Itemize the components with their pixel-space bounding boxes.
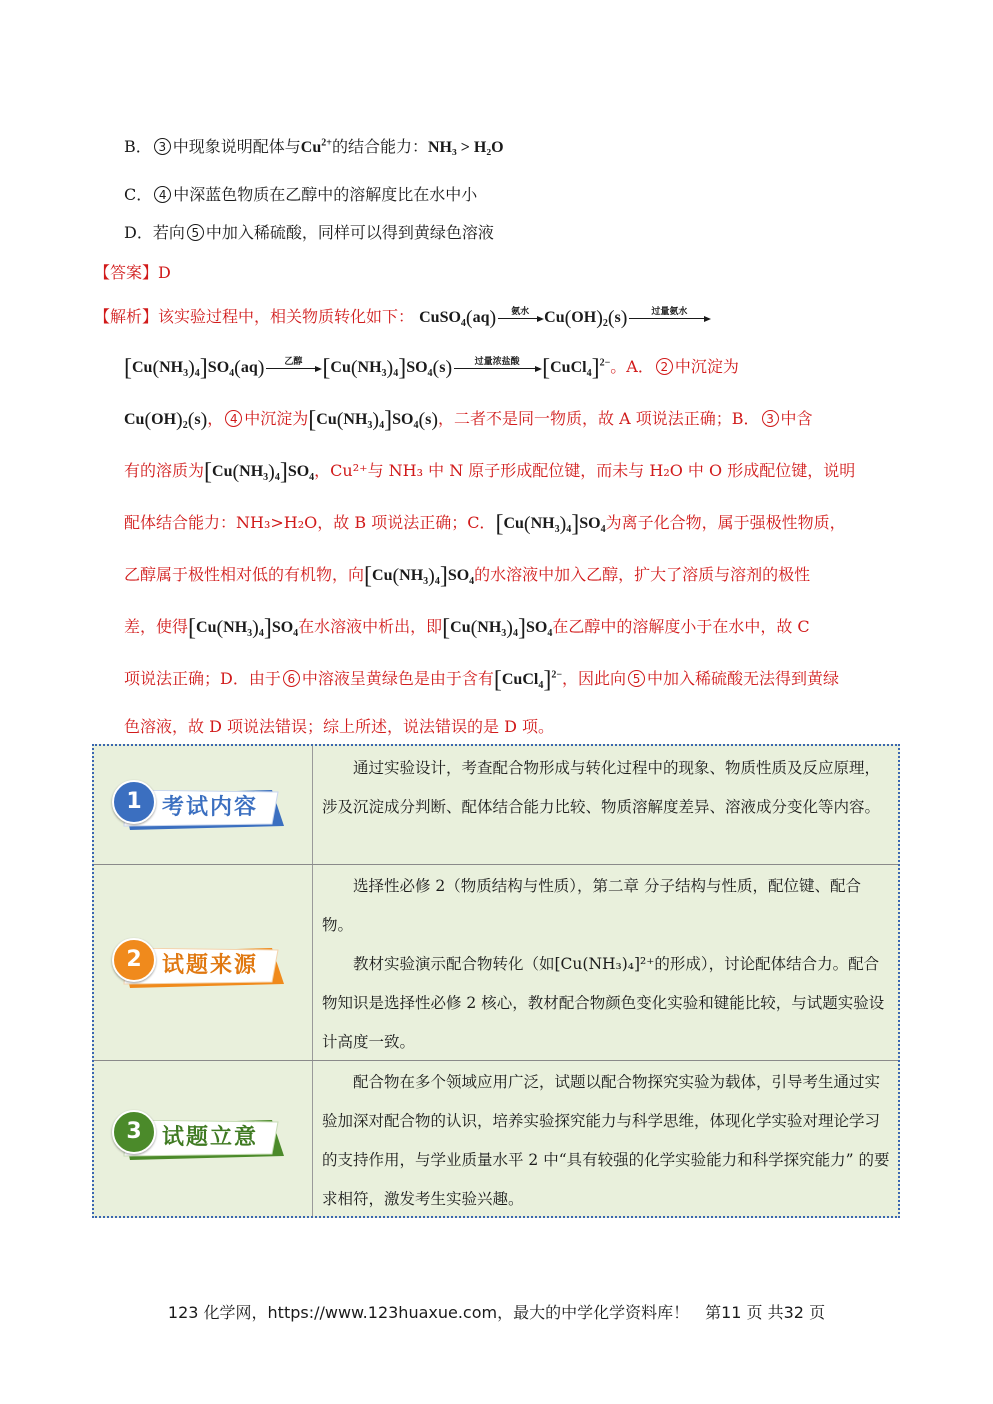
- formula-relation: NH₃ > H₂O: [427, 139, 504, 156]
- circled-number: 2: [656, 358, 673, 375]
- analysis-line-8: 项说法正确；D．由于 6 中溶液呈黄绿色是由于含有[CuCl$_4$]$^{2-}$，因此向 5 中加入稀硫酸无法得到黄绿: [124, 667, 840, 693]
- badge-question-source: [112, 934, 292, 994]
- reaction-arrow: 氨水: [498, 307, 542, 319]
- badge-question-intent: [112, 1106, 292, 1166]
- analysis-line-1: 【解析】该实验过程中，相关物质转化如下： CuSO$_4$(aq) 氨水 $Cu(OH)_2(s)$ 过量氨水: [94, 304, 711, 330]
- formula-cuoh2: $Cu(OH)_2(s)$: [544, 307, 628, 330]
- info-panel: [92, 744, 900, 1218]
- row-divider: [94, 864, 898, 865]
- reaction-arrow: 过量浓盐酸: [454, 357, 540, 369]
- formula-cuoh2: $Cu(OH)_2(s)$: [124, 409, 208, 432]
- circled-number: 6: [283, 670, 300, 687]
- badge-number: 3: [112, 1110, 156, 1154]
- circled-number: 3: [762, 410, 779, 427]
- badge-exam-content: [112, 776, 292, 836]
- circled-number: 4: [154, 186, 171, 203]
- formula-cuso4-aq: CuSO$_4$(aq): [419, 307, 497, 330]
- analysis-line-6: 乙醇属于极性相对低的有机物，向$[Cu(NH_3)_4]SO_4$的水溶液中加入乙醇，扩大了溶质与溶剂的极性: [124, 563, 811, 589]
- analysis-line-4: 有的溶质为$[Cu(NH_3)_4]SO_4$，Cu²⁺与 NH₃ 中 N 原子形成配位键，而未与 H₂O 中 O 形成配位键，说明: [124, 459, 856, 485]
- answer-line: [94, 260, 171, 283]
- column-divider: [312, 746, 313, 1216]
- formula-cu: $Cu^{2+}$: [300, 137, 332, 156]
- row-text: 配合物在多个领域应用广泛，试题以配合物探究实验为载体，引导考生通过实验加深对配合物的认识，培养实验探究能力与科学思维，体现化学实验对理论学习的支持作用，与学业质量水平 2 中“具有较强的化学实验能力和科学探究能力” 的要求相符，激发考生实验兴趣。: [322, 1073, 890, 1208]
- circled-number: 4: [225, 410, 242, 427]
- formula-complex-s: $[Cu(NH_3)_4]SO_4(s)$: [308, 407, 439, 433]
- formula-complex: $[Cu(NH_3)_4]SO_4$: [204, 459, 315, 485]
- option-c: C． 4 中深蓝色物质在乙醇中的溶解度比在水中小: [124, 185, 478, 204]
- answer-value: D: [158, 263, 171, 282]
- analysis-line-5: 配体结合能力：NH₃>H₂O，故 B 项说法正确；C．$[Cu(NH_3)_4]SO_4$为离子化合物，属于强极性物质，: [124, 511, 846, 537]
- formula-complex: $[Cu(NH_3)_4]SO_4$: [364, 563, 475, 589]
- option-b: B． 3 中现象说明配体与$Cu^{2+}$的结合能力：NH₃ > H₂O: [124, 137, 504, 156]
- answer-label: 【答案】: [94, 263, 159, 282]
- badge-label: 考试内容: [162, 795, 259, 820]
- badge-number: 1: [112, 780, 156, 824]
- analysis-line-7: 差，使得$[Cu(NH_3)_4]SO_4$在水溶液中析出，即$[Cu(NH_3)_4]SO_4$在乙醇中的溶解度小于在水中，故 C: [124, 615, 810, 641]
- badge-label: 试题立意: [162, 1125, 259, 1150]
- option-d: D．若向 5 中加入稀硫酸，同样可以得到黄绿色溶液: [124, 223, 494, 242]
- formula-complex-aq: $[Cu(NH_3)_4]SO_4(aq)$: [124, 355, 265, 381]
- row-text: 通过实验设计，考查配合物形成与转化过程中的现象、物质性质及反应原理，涉及沉淀成分判断、配体结合能力比较、物质溶解度差异、溶液成分变化等内容。: [322, 759, 881, 816]
- formula-complex: $[Cu(NH_3)_4]SO_4$: [188, 615, 299, 641]
- page-footer: 123 化学网，https://www.123huaxue.com，最大的中学化学资料库！ 第11 页 共32 页: [167, 1303, 826, 1322]
- circled-number: 5: [628, 670, 645, 687]
- formula-complex-s: $[Cu(NH_3)_4]SO_4(s)$: [322, 355, 453, 381]
- analysis-line-2: $[Cu(NH_3)_4]SO_4(aq)$ 乙醇 $[Cu(NH_3)_4]SO_4(s)$ 过量浓盐酸 [CuCl$_4$]$^{2-}$。A． 2 中沉淀为: [124, 355, 739, 381]
- formula-cucl4: [CuCl$_4$]$^{2-}$: [542, 355, 611, 381]
- formula-complex: $[Cu(NH_3)_4]SO_4$: [442, 615, 553, 641]
- formula-cucl4: [CuCl$_4$]$^{2-}$: [493, 667, 563, 693]
- badge-label: 试题来源: [162, 953, 259, 978]
- row-text: 选择性必修 2（物质结构与性质），第二章 分子结构与性质，配位键、配合物。 教材实验演示配合物转化（如[Cu(NH₃)₄]²⁺的形成），讨论配体结合力。配合物知识是选择性必修 2 核心，教材配合物颜色变化实验和键能比较，与试题实验设计高度一致。: [322, 877, 885, 1051]
- analysis-line-3: $Cu(OH)_2(s)$， 4 中沉淀为$[Cu(NH_3)_4]SO_4(s)$，二者不是同一物质，故 A 项说法正确；B． 3 中含: [124, 407, 813, 433]
- circled-number: 5: [187, 224, 204, 241]
- analysis-label: 【解析】: [94, 307, 159, 326]
- reaction-arrow: 乙醇: [266, 357, 320, 369]
- reaction-arrow: 过量氨水: [629, 307, 709, 319]
- badge-number: 2: [112, 938, 156, 982]
- formula-complex: $[Cu(NH_3)_4]SO_4$: [495, 511, 606, 537]
- analysis-line-9: 色溶液，故 D 项说法错误；综上所述，说法错误的是 D 项。: [124, 717, 555, 736]
- circled-number: 3: [154, 138, 171, 155]
